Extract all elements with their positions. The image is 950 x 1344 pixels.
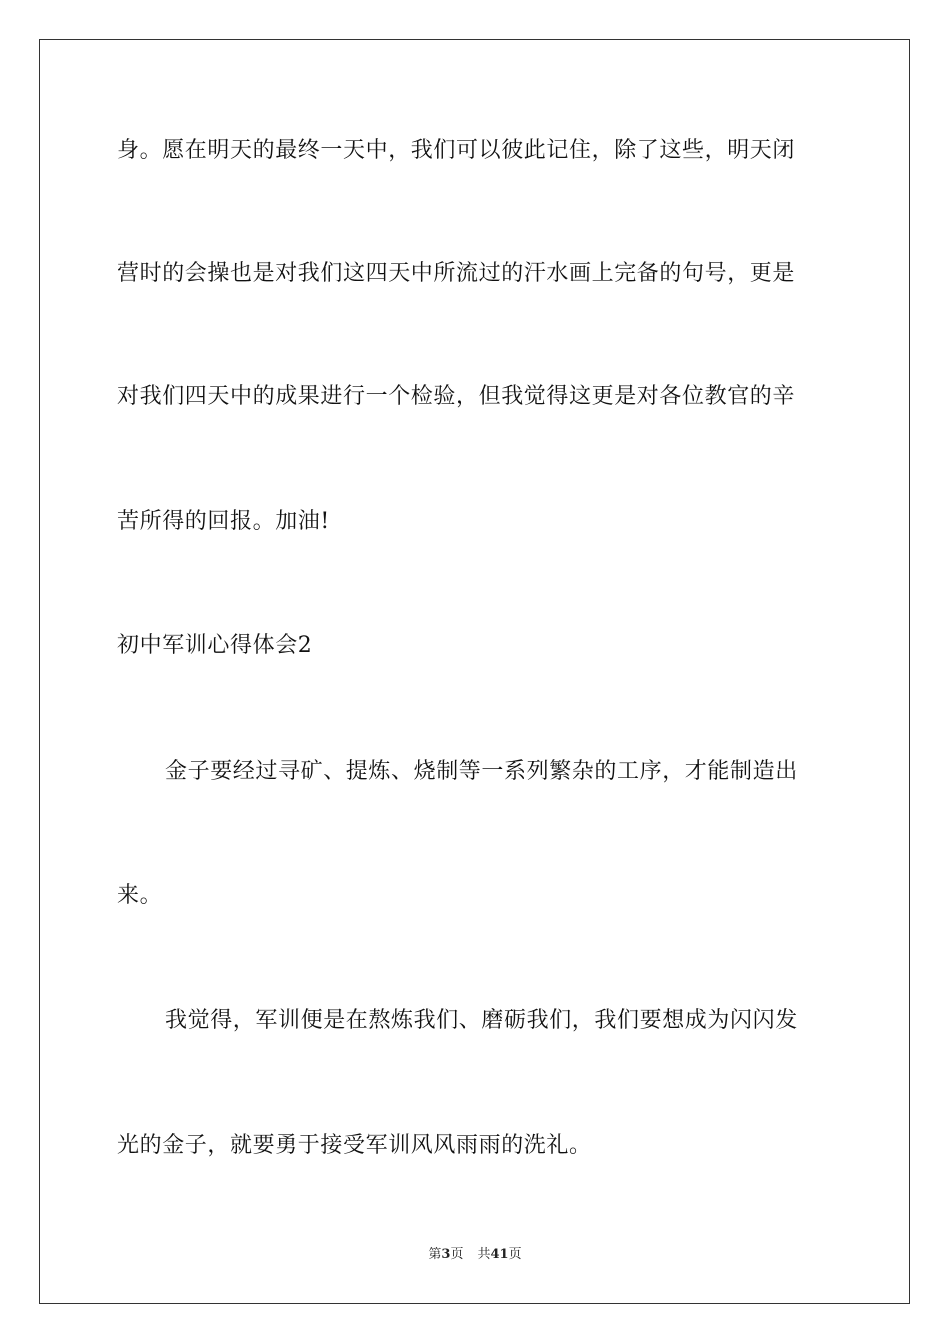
page-suffix: 页 [450, 1247, 464, 1262]
page-footer [0, 1246, 950, 1264]
body-text-line: 光的金子，就要勇于接受军训风风雨雨的洗礼。 [117, 1133, 592, 1158]
page-prefix: 第 [428, 1247, 442, 1262]
page-number: 3 [441, 1247, 451, 1262]
page-border [39, 39, 910, 1304]
body-text-line: 来。 [117, 883, 163, 908]
body-text-line: 金子要经过寻矿、提炼、烧制等一系列繁杂的工序，才能制造出 [165, 759, 798, 784]
body-text-line: 营时的会操也是对我们这四天中所流过的汗水画上完备的句号，更是 [117, 261, 796, 286]
total-prefix: 共 [477, 1247, 491, 1262]
body-text-line: 我觉得，军训便是在熬炼我们、磨砺我们，我们要想成为闪闪发 [165, 1008, 798, 1033]
section-heading: 初中军训心得体会2 [117, 633, 313, 658]
total-pages: 41 [490, 1247, 509, 1262]
body-text-line: 身。愿在明天的最终一天中，我们可以彼此记住，除了这些，明天闭 [117, 138, 796, 163]
body-text-line: 苦所得的回报。加油! [117, 509, 330, 534]
body-text-line: 对我们四天中的成果进行一个检验，但我觉得这更是对各位教官的辛 [117, 384, 796, 409]
total-suffix: 页 [508, 1247, 522, 1262]
